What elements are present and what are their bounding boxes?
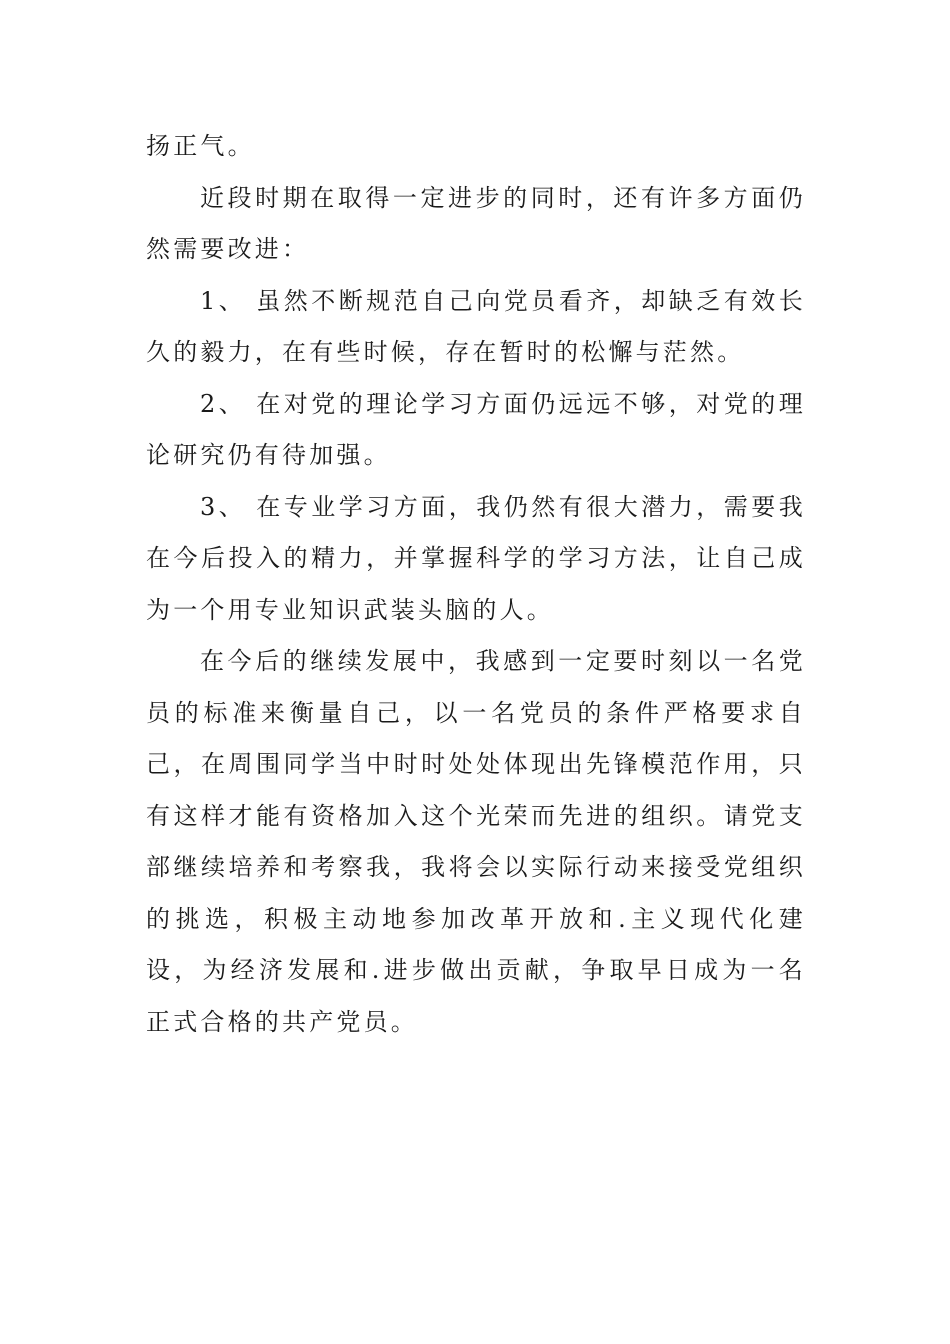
list-item-text: 虽然不断规范自己向党员看齐，却缺乏有效长久的毅力，在有些时候，存在暂时的松懈与茫然。: [146, 286, 807, 366]
paragraph-conclusion: 在今后的继续发展中，我感到一定要时刻以一名党员的标准来衡量自己，以一名党员的条件严格要求自己，在周围同学当中时时处处体现出先锋模范作用，只有这样才能有资格加入这个光荣而先进的组织。请党支部继续培养和考察我，我将会以实际行动来接受党组织的挑选，积极主动地参加改革开放和.主义现代化建设，为经济发展和.进步做出贡献，争取早日成为一名正式合格的共产党员。: [146, 647, 806, 1036]
list-number: 1、: [200, 286, 247, 315]
list-item-text: 在专业学习方面，我仍然有很大潜力，需要我在今后投入的精力，并掌握科学的学习方法，让自己成为一个用专业知识武装头脑的人。: [146, 492, 807, 624]
document-body: [146, 121, 806, 1048]
list-number: 3、: [200, 492, 247, 521]
list-item-2: [146, 379, 806, 482]
list-item-3: [146, 482, 806, 637]
paragraph-improvement-intro: 近段时期在取得一定进步的同时，还有许多方面仍然需要改进：: [146, 183, 806, 263]
list-item-text: 在对党的理论学习方面仍远远不够，对党的理论研究仍有待加强。: [146, 389, 807, 469]
list-item-1: [146, 276, 806, 379]
list-number: 2、: [200, 389, 247, 418]
paragraph-closing-fragment: 扬正气。: [146, 132, 255, 160]
